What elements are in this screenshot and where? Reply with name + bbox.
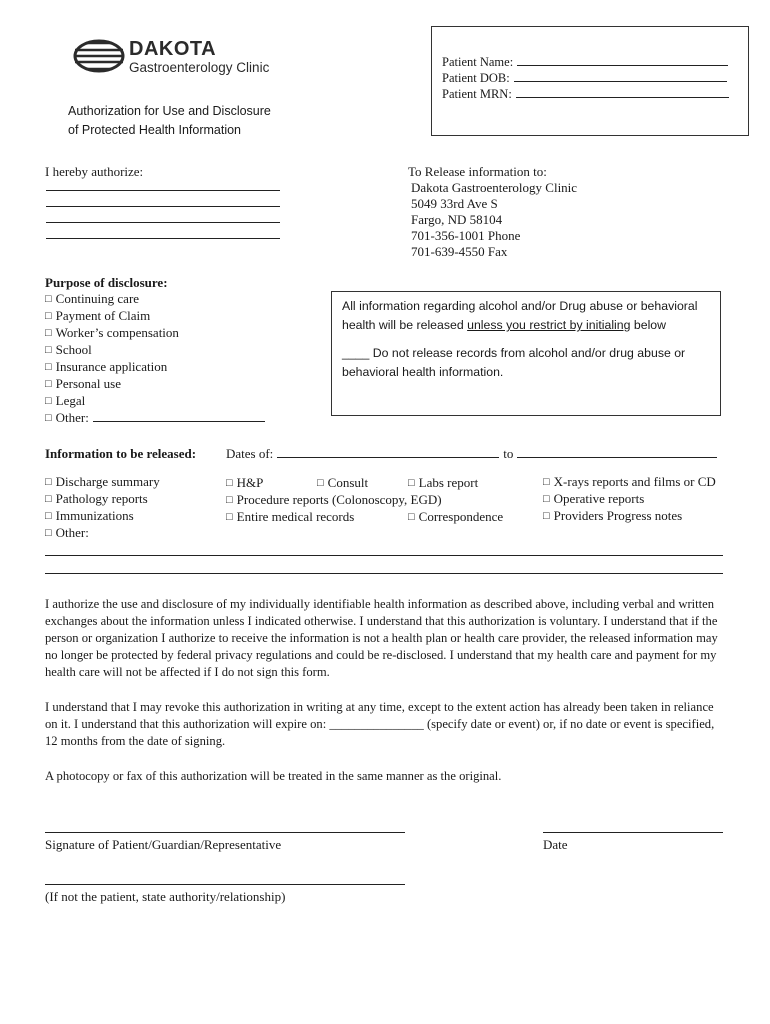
purpose-section [45,275,265,427]
notice-text-1: All information regarding alcohol and/or Drug abuse or behavioral health will be released unless you restrict by initialing below [342,299,698,332]
info-checkbox[interactable]: □ Discharge summary [45,474,160,491]
purpose-checkbox[interactable]: □ Personal use [45,376,265,393]
info-checkbox[interactable]: □ Procedure reports (Colonoscopy, EGD) [226,491,442,510]
info-checkbox[interactable]: □ H&P [226,474,263,493]
purpose-checkbox[interactable]: □ School [45,342,265,359]
purpose-checkbox[interactable]: □ Continuing care [45,291,265,308]
authorize-line-2[interactable] [46,206,280,207]
patient-name-field[interactable] [442,54,729,70]
purpose-checkbox[interactable]: □ Legal [45,393,265,410]
form-title-line-2: of Protected Health Information [68,123,242,137]
info-checkbox[interactable]: □ Entire medical records [226,508,354,527]
purpose-other-checkbox[interactable]: □ Other: [45,410,265,427]
clinic-logo [72,37,287,79]
date-label: Date [543,837,568,852]
release-to-line: 701-356-1001 Phone [411,228,521,243]
release-to-line: 5049 33rd Ave S [411,196,498,211]
info-checkbox[interactable]: □ Labs report [408,474,478,493]
info-heading: Information to be released: [45,446,197,461]
form-title-line-1: Authorization for Use and Disclosure [68,104,271,118]
patient-dob-label: Patient DOB: [442,71,510,85]
date-line[interactable] [543,832,723,833]
dates-label: Dates of: [226,446,274,461]
authorize-line-1[interactable] [46,190,280,191]
notice-text-2[interactable]: ____ Do not release records from alcohol and/or drug abuse or behavioral health information. [342,346,686,379]
authorize-line-3[interactable] [46,222,280,223]
info-col-1 [45,474,160,542]
info-checkbox[interactable]: □ Providers Progress notes [543,508,716,525]
dates-field[interactable] [226,446,717,462]
release-to-line: Dakota Gastroenterology Clinic [411,180,578,195]
signature-line[interactable] [45,832,405,833]
restriction-notice-box [331,291,721,416]
purpose-heading: Purpose of disclosure: [45,275,168,290]
form-title [68,102,271,140]
info-checkbox[interactable]: □ Consult [317,474,368,493]
initial-blank: ____ [342,346,370,360]
revocation-paragraph: I understand that I may revoke this authorization in writing at any time, except to the extent action has already been taken in reliance on it. I understand that this authorization will expire on: _______________ (specify date or event) or, if no date or event is specified, 12 months from the date of signing. [45,700,715,748]
authority-label: (If not the patient, state authority/relationship) [45,889,286,904]
patient-dob-field[interactable] [442,70,729,86]
authorize-line-4[interactable] [46,238,280,239]
info-checkbox[interactable]: □ Operative reports [543,491,716,508]
release-to-block [408,164,577,260]
authorize-label: I hereby authorize: [45,164,144,179]
release-to-line: Fargo, ND 58104 [411,212,503,227]
patient-mrn-field[interactable] [442,86,729,102]
authorization-paragraph: I authorize the use and disclosure of my individually identifiable health information as described above, including verbal and written exchanges about the information unless I indicated otherwise. I understand that this authorization is voluntary. I understand that if the person or organization I authorize to receive the information is not a health plan or health care provider, the released information may no longer be protected by federal privacy regulations and could be re-disclosed. I understand that my health care and payment for my health care will not be affected if I do not sign this form. [45,597,718,679]
release-to-label: To Release information to: [408,164,547,179]
info-checkbox[interactable]: □ Immunizations [45,508,160,525]
patient-info-box [431,26,749,136]
other-line-2[interactable] [45,573,723,574]
release-to-line: 701-639-4550 Fax [411,244,508,259]
purpose-checkbox[interactable]: □ Payment of Claim [45,308,265,325]
logo-subtitle: Gastroenterology Clinic [129,60,270,75]
info-checkbox[interactable]: □ X-rays reports and films or CD [543,474,716,491]
authority-line[interactable] [45,884,405,885]
purpose-checkbox[interactable]: □ Insurance application [45,359,265,376]
info-col-4 [543,474,716,525]
patient-name-label: Patient Name: [442,55,514,69]
info-checkbox[interactable]: □ Pathology reports [45,491,160,508]
logo-mark-icon [72,37,126,75]
info-checkbox[interactable]: □ Correspondence [408,508,503,527]
patient-mrn-label: Patient MRN: [442,87,512,101]
dates-to-label: to [503,446,514,461]
info-checkbox[interactable]: □ Other: [45,525,160,542]
other-line-1[interactable] [45,555,723,556]
purpose-checkbox[interactable]: □ Worker’s compensation [45,325,265,342]
signature-label: Signature of Patient/Guardian/Representative [45,837,282,852]
logo-name: DAKOTA [129,38,217,60]
photocopy-paragraph: A photocopy or fax of this authorization will be treated in the same manner as the original. [45,769,502,783]
